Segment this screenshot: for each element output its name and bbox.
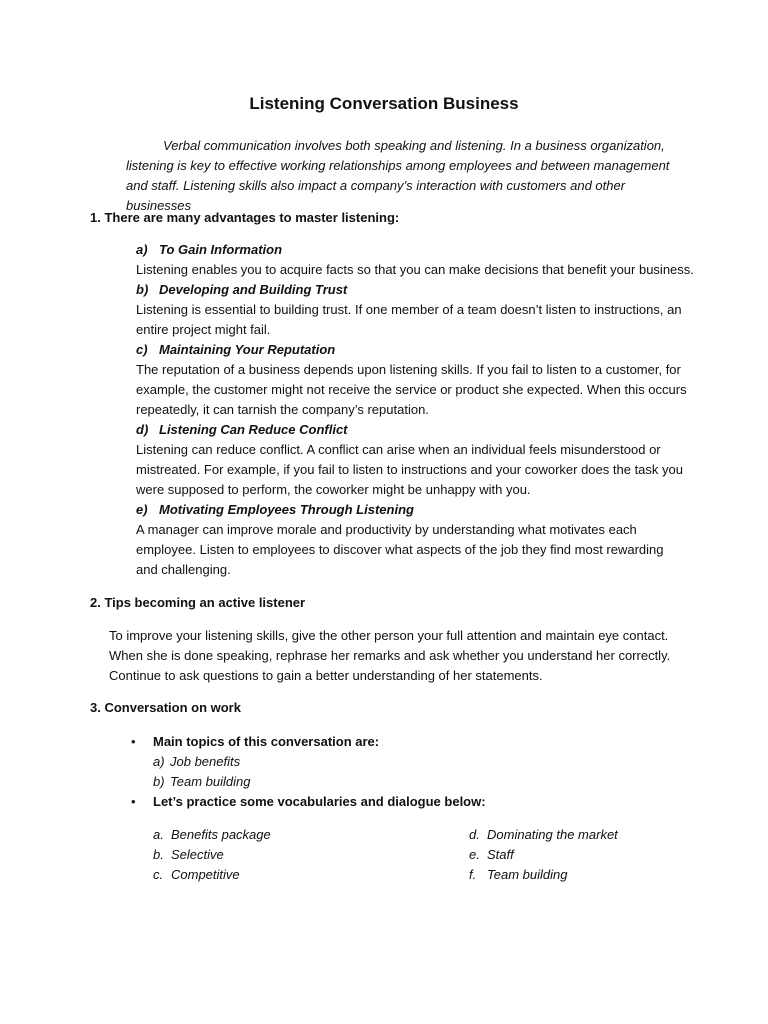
bullet-main-topics: • Main topics of this conversation are:: [131, 732, 711, 752]
vocab-item: b. Selective: [153, 847, 224, 862]
tips-line: When she is done speaking, rephrase her remarks and ask whether you understand her correctly.: [109, 648, 671, 663]
advantage-item: [136, 240, 696, 280]
advantage-text: The reputation of a business depends upon listening skills. If you fail to listen to a customer, for: [136, 362, 681, 377]
advantage-title: c) Maintaining Your Reputation: [136, 342, 336, 357]
intro-line-3: and staff. Listening skills also impact a company’s interaction with customers and other businesses: [126, 178, 626, 213]
vocab-list-right: [469, 825, 618, 885]
bullet-vocabularies: • Let’s practice some vocabularies and dialogue below:: [131, 792, 711, 812]
advantage-text: repeatedly, it can tarnish the company’s reputation.: [136, 402, 429, 417]
advantage-title: a) To Gain Information: [136, 242, 283, 257]
page-title: Listening Conversation Business: [249, 94, 519, 113]
vocab-item: a. Benefits package: [153, 827, 271, 842]
advantage-text: mistreated. For example, if you fail to listen to instructions and your coworker does the task you: [136, 462, 683, 477]
section-1-heading: 1. There are many advantages to master listening:: [90, 210, 400, 225]
advantage-text: example, the customer might not receive the service or product she expected. When this occurs: [136, 382, 687, 397]
vocab-item: d. Dominating the market: [469, 827, 618, 842]
intro-line-2: listening is key to effective working relationships among employees and between management: [126, 158, 670, 173]
bullet-icon: •: [131, 794, 136, 809]
advantage-item: [136, 500, 696, 580]
advantage-text: were supposed to perform, the coworker might be unhappy with you.: [136, 482, 531, 497]
advantage-title: d) Listening Can Reduce Conflict: [136, 422, 348, 437]
vocab-list-left: [153, 825, 271, 885]
intro-line-1: Verbal communication involves both speaking and listening. In a business organization,: [163, 138, 665, 153]
advantage-text: Listening can reduce conflict. A conflict can arise when an individual feels misunderstood or: [136, 442, 661, 457]
advantage-title: b) Developing and Building Trust: [136, 282, 348, 297]
tips-line: Continue to ask questions to gain a better understanding of her statements.: [109, 668, 543, 683]
topics-list: [131, 752, 711, 792]
advantage-text: Listening is essential to building trust. If one member of a team doesn’t listen to instructions, an: [136, 302, 682, 317]
section-2-heading: 2. Tips becoming an active listener: [90, 595, 306, 610]
vocab-item: e. Staff: [469, 847, 514, 862]
advantage-text: A manager can improve morale and productivity by understanding what motivates each: [136, 522, 637, 537]
advantage-text: entire project might fail.: [136, 322, 271, 337]
topic-item: a) Job benefits: [153, 754, 241, 769]
tips-paragraph: [109, 626, 689, 686]
advantage-item: [136, 280, 696, 340]
vocab-item: f. Team building: [469, 867, 568, 882]
bullet-icon: •: [131, 734, 136, 749]
section-3-heading: 3. Conversation on work: [90, 700, 241, 715]
advantage-title: e) Motivating Employees Through Listening: [136, 502, 414, 517]
advantage-item: [136, 340, 696, 420]
advantage-text: employee. Listen to employees to discover what aspects of the job they find most rewarding: [136, 542, 664, 557]
tips-line: To improve your listening skills, give the other person your full attention and maintain eye contact.: [109, 628, 669, 643]
advantages-list: [136, 240, 696, 580]
conversation-bullets: [131, 732, 711, 812]
topic-item: b) Team building: [153, 774, 251, 789]
advantage-text: and challenging.: [136, 562, 231, 577]
advantage-text: Listening enables you to acquire facts so that you can make decisions that benefit your business.: [136, 262, 694, 277]
intro-paragraph: [126, 136, 686, 216]
vocab-item: c. Competitive: [153, 867, 240, 882]
advantage-item: [136, 420, 696, 500]
